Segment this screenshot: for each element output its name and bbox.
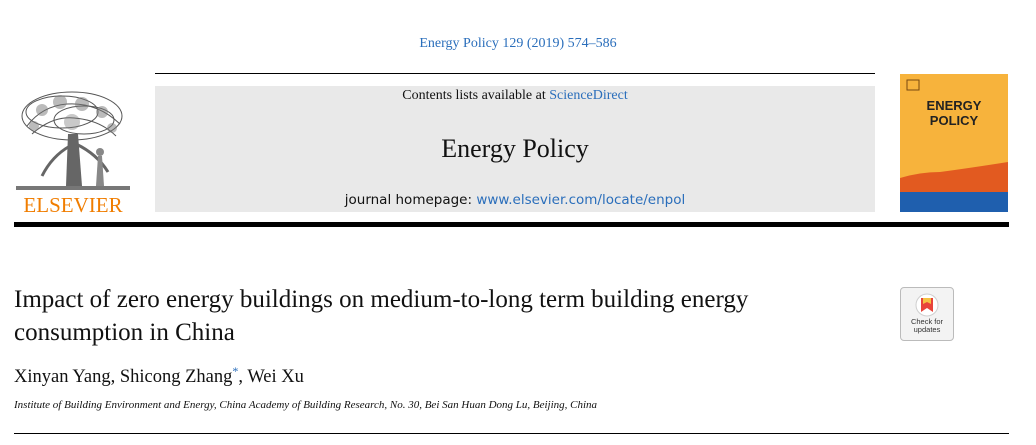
authors-first[interactable]: Xinyan Yang, Shicong Zhang	[14, 367, 233, 388]
journal-cover[interactable]	[900, 74, 1008, 212]
homepage-prefix: journal homepage:	[344, 192, 477, 208]
badge-line2: updates	[913, 325, 941, 334]
corresponding-author-marker[interactable]: *	[232, 364, 239, 378]
sciencedirect-link[interactable]: ScienceDirect	[549, 88, 628, 103]
elsevier-wordmark: ELSEVIER	[23, 193, 123, 214]
cover-title-line1: ENERGY	[926, 98, 982, 113]
contents-prefix: Contents lists available at	[402, 88, 550, 103]
journal-homepage-link[interactable]: www.elsevier.com/locate/enpol	[476, 192, 686, 208]
article-title-line2: consumption in China	[14, 319, 235, 346]
contents-line	[155, 88, 875, 104]
elsevier-tree-icon	[12, 86, 134, 214]
author-list	[14, 364, 304, 388]
top-divider	[155, 73, 875, 74]
check-for-updates-icon	[901, 290, 953, 320]
authors-rest[interactable]: , Wei Xu	[238, 367, 304, 388]
cover-title-line2: POLICY	[929, 113, 979, 128]
elsevier-logo[interactable]	[12, 86, 134, 214]
journal-citation[interactable]: Energy Policy 129 (2019) 574–586	[419, 36, 617, 51]
journal-banner	[155, 86, 875, 212]
author-affiliation: Institute of Building Environment and Energy, China Academy of Building Research, No. 30, Bei San Huan Dong Lu, Beijing, China	[14, 399, 598, 411]
journal-cover-image	[900, 74, 1008, 212]
article-title	[14, 283, 874, 349]
check-for-updates-button[interactable]	[900, 287, 954, 341]
header-divider	[14, 222, 1009, 227]
badge-line1: Check for	[910, 317, 944, 326]
bottom-divider	[14, 433, 1009, 434]
homepage-line	[155, 192, 875, 208]
article-title-line1: Impact of zero energy buildings on medium-to-long term building energy	[14, 286, 749, 313]
journal-title: Energy Policy	[441, 134, 589, 163]
check-for-updates-label	[901, 318, 953, 334]
